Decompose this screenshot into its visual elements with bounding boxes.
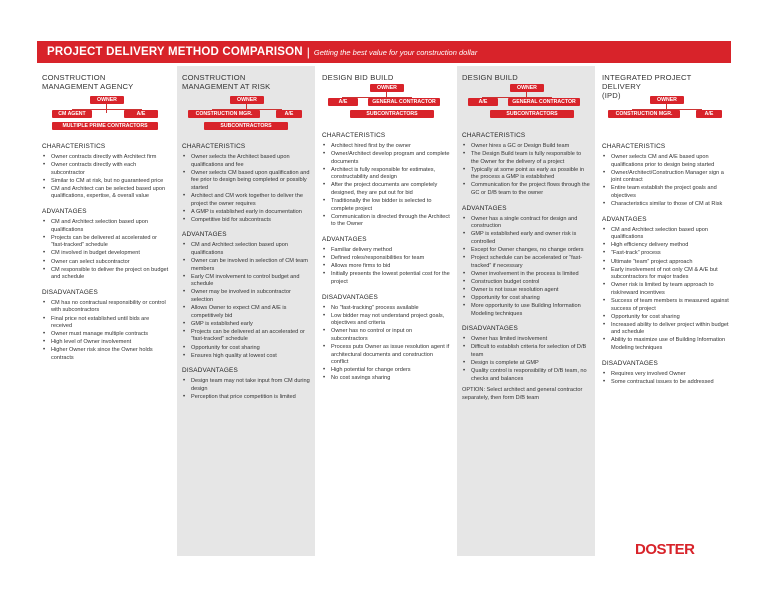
- advantages-heading: ADVANTAGES: [462, 204, 507, 212]
- list-item: • Owner hires a GC or Design Build team: [471, 143, 590, 151]
- list-item: • CM involved in budget development: [51, 250, 170, 258]
- list-item: • The Design Build team is fully responsible to the Owner for the delivery of a project: [471, 151, 590, 166]
- advantages-heading: ADVANTAGES: [182, 231, 227, 239]
- org-owner: OWNER: [650, 96, 684, 104]
- list-item: • Owner/Architect develop program and complete documents: [331, 151, 450, 166]
- list-item: • Defined roles/responsibilities for team: [331, 255, 450, 263]
- list-item: • “Fast-track” process: [611, 250, 730, 258]
- org-left: A/E: [328, 98, 358, 106]
- list-item: • CM has no contractual responsibility or control with subcontractors: [51, 300, 170, 315]
- list-item: • Owner has limited involvement: [471, 336, 590, 344]
- disadvantages-heading: DISADVANTAGES: [462, 325, 518, 333]
- list-item: • Ensures high quality at lowest cost: [191, 353, 310, 361]
- org-left: CM AGENT: [52, 110, 92, 118]
- list-item: • High potential for change orders: [331, 367, 450, 375]
- list-item: • Final price not established until bids are received: [51, 316, 170, 331]
- org-owner: OWNER: [510, 84, 544, 92]
- list-item: • Characteristics similar to those of CM at Risk: [611, 201, 730, 209]
- column-cm-agency: [37, 66, 175, 556]
- list-item: • Except for Owner changes, no change orders: [471, 247, 590, 255]
- list-item: • Owner can be involved in selection of CM team members: [191, 258, 310, 273]
- list-item: • Traditionally the low bidder is selected to complete project: [331, 198, 450, 213]
- org-left: CONSTRUCTION MGR.: [608, 110, 680, 118]
- list-item: • Owner contracts directly with Architect firm: [51, 154, 170, 162]
- list-item: • Owner selects CM based upon qualification and fee prior to design being completed or possibly started: [191, 170, 310, 193]
- column-title: CONSTRUCTION MANAGEMENT AT RISK: [182, 73, 271, 91]
- list-item: • Project schedule can be accelerated or “fast-tracked” if necessary: [471, 255, 590, 270]
- doster-logo: DOSTER: [635, 541, 695, 558]
- org-bottom: SUBCONTRACTORS: [350, 110, 434, 118]
- column-title: DESIGN BID BUILD: [322, 73, 394, 82]
- disadvantages-list: [42, 300, 170, 363]
- characteristics-heading: CHARACTERISTICS: [182, 143, 246, 150]
- column-design-build: [457, 66, 595, 556]
- list-item: • Familiar delivery method: [331, 247, 450, 255]
- list-item: • GMP is established early: [191, 321, 310, 329]
- org-right: GENERAL CONTRACTOR: [508, 98, 580, 106]
- disadvantages-heading: DISADVANTAGES: [182, 367, 238, 375]
- characteristics-heading: CHARACTERISTICS: [462, 132, 526, 139]
- column-ipd: [597, 66, 735, 556]
- list-item: • Owner contracts directly with each subcontractor: [51, 162, 170, 177]
- list-item: • Entire team establish the project goals and objectives: [611, 185, 730, 200]
- characteristics-heading: CHARACTERISTICS: [602, 143, 666, 150]
- disadvantages-heading: DISADVANTAGES: [602, 359, 658, 367]
- org-bottom: SUBCONTRACTORS: [490, 110, 574, 118]
- org-chart: [42, 96, 170, 136]
- list-item: • Increased ability to deliver project within budget and schedule: [611, 322, 730, 337]
- list-item: • CM and Architect selection based upon qualifications: [51, 219, 170, 234]
- list-item: • Owner involvement in the process is limited: [471, 271, 590, 279]
- list-item: • CM and Architect selection based upon qualifications: [611, 227, 730, 242]
- list-item: • A GMP is established early in documentation: [191, 209, 310, 217]
- characteristics-list: [182, 154, 310, 224]
- list-item: • Difficult to establish criteria for selection of D/B team: [471, 344, 590, 359]
- characteristics-heading: CHARACTERISTICS: [322, 132, 386, 139]
- org-left: A/E: [468, 98, 498, 106]
- list-item: • CM and Architect can be selected based upon qualifications, expertise, & overall value: [51, 186, 170, 201]
- list-item: • Allows more firms to bid: [331, 263, 450, 271]
- list-item: • Opportunity for cost sharing: [471, 295, 590, 303]
- org-chart: [602, 96, 730, 136]
- advantages-list: [462, 216, 590, 319]
- list-item: • More opportunity to use Building Information Modeling techniques: [471, 303, 590, 318]
- list-item: • Initially presents the lowest potential cost for the project: [331, 271, 450, 286]
- list-item: • Design is complete at GMP: [471, 360, 590, 368]
- characteristics-list: [462, 143, 590, 198]
- list-item: • Early CM involvement to control budget and schedule: [191, 274, 310, 289]
- column-design-bid-build: [317, 66, 455, 556]
- list-item: • Owner can select subcontractor: [51, 259, 170, 267]
- advantages-heading: ADVANTAGES: [322, 236, 367, 244]
- list-item: • Architect is fully responsible for estimates, constructability and design: [331, 167, 450, 182]
- disadvantages-heading: DISADVANTAGES: [322, 293, 378, 301]
- advantages-list: [182, 242, 310, 360]
- org-right: GENERAL CONTRACTOR: [368, 98, 440, 106]
- list-item: • Owner risk is limited by team approach to risk/reward incentives: [611, 282, 730, 297]
- org-right: A/E: [124, 110, 158, 118]
- org-bottom: MULTIPLE PRIME CONTRACTORS: [52, 122, 158, 130]
- disadvantages-heading: DISADVANTAGES: [42, 288, 98, 296]
- list-item: • Ability to maximize use of Building Information Modeling techniques: [611, 337, 730, 352]
- disadvantages-list: [462, 336, 590, 383]
- disadvantages-list: [182, 378, 310, 401]
- list-item: • Owner/Architect/Construction Manager sign a joint contract: [611, 170, 730, 185]
- list-item: • After the project documents are completely designed, they are put out for bid: [331, 182, 450, 197]
- characteristics-list: [322, 143, 450, 229]
- list-item: • Architect and CM work together to deliver the project the owner requires: [191, 193, 310, 208]
- list-item: • Owner selects the Architect based upon qualifications and fee: [191, 154, 310, 169]
- list-item: • Typically at some point as early as possible in the process a GMP is established: [471, 167, 590, 182]
- advantages-heading: ADVANTAGES: [602, 215, 647, 223]
- characteristics-heading: CHARACTERISTICS: [42, 143, 106, 150]
- column-title: INTEGRATED PROJECT DELIVERY (IPD): [602, 73, 692, 100]
- org-bottom: SUBCONTRACTORS: [204, 122, 288, 130]
- list-item: • CM responsible to deliver the project on budget and schedule: [51, 267, 170, 282]
- list-item: • Process puts Owner as issue resolution agent if architectural documents and construction conflict: [331, 344, 450, 367]
- list-item: • Opportunity for cost sharing: [611, 314, 730, 322]
- list-item: • Design team may not take input from CM during design: [191, 378, 310, 393]
- list-item: • Allows Owner to expect CM and A/E is competitively bid: [191, 305, 310, 320]
- list-item: • Higher Owner risk since the Owner holds contracts: [51, 347, 170, 362]
- list-item: • Competitive bid for subcontracts: [191, 217, 310, 225]
- list-item: • Early involvement of not only CM & A/E but subcontractors for major trades: [611, 267, 730, 282]
- list-item: • Owner has a single contract for design and construction: [471, 216, 590, 231]
- list-item: • Quality control is responsibility of D/B team, no checks and balances: [471, 368, 590, 383]
- disadvantages-list: [602, 371, 730, 387]
- list-item: • CM and Architect selection based upon qualifications: [191, 242, 310, 257]
- list-item: • Architect hired first by the owner: [331, 143, 450, 151]
- advantages-list: [42, 219, 170, 282]
- advantages-heading: ADVANTAGES: [42, 208, 87, 216]
- list-item: • Owner has no control or input on subcontractors: [331, 328, 450, 343]
- list-item: • High level of Owner involvement: [51, 339, 170, 347]
- option-note: OPTION: Select architect and general contractor separately, then form D/B team: [462, 387, 583, 402]
- list-item: • Owner selects CM and A/E based upon qualifications prior to design being started: [611, 154, 730, 169]
- list-item: • GMP is established early and owner risk is controlled: [471, 231, 590, 246]
- list-item: • No cost savings sharing: [331, 375, 450, 383]
- characteristics-list: [42, 154, 170, 201]
- disadvantages-list: [322, 305, 450, 383]
- list-item: • Communication for the project flows through the GC or D/B team to the owner: [471, 182, 590, 197]
- list-item: • Perception that price competition is limited: [191, 394, 310, 402]
- column-title: DESIGN BUILD: [462, 73, 518, 82]
- list-item: • Low bidder may not understand project goals, objectives and criteria: [331, 313, 450, 328]
- list-item: • Success of team members is measured against success of project: [611, 298, 730, 313]
- org-chart: [322, 85, 450, 136]
- list-item: • Projects can be delivered at an accelerated or “fast-tracked” schedule: [191, 329, 310, 344]
- list-item: • Some contractual issues to be addressed: [611, 379, 730, 387]
- list-item: • Ultimate “team” project approach: [611, 259, 730, 267]
- list-item: • Requires very involved Owner: [611, 371, 730, 379]
- list-item: • Projects can be delivered at accelerated or “fast-tracked” schedule: [51, 235, 170, 250]
- org-right: A/E: [696, 110, 722, 118]
- characteristics-list: [602, 154, 730, 209]
- list-item: • No “fast-tracking” process available: [331, 305, 450, 313]
- page-subtitle: Getting the best value for your construction dollar: [313, 47, 478, 57]
- org-owner: OWNER: [90, 96, 124, 104]
- org-owner: OWNER: [230, 96, 264, 104]
- org-left: CONSTRUCTION MGR.: [188, 110, 260, 118]
- title-separator: |: [306, 45, 310, 59]
- column-cm-at-risk: [177, 66, 315, 556]
- list-item: • Construction budget control: [471, 279, 590, 287]
- org-chart: [462, 85, 590, 136]
- org-right: A/E: [276, 110, 302, 118]
- column-title: CONSTRUCTION MANAGEMENT AGENCY: [42, 73, 134, 91]
- list-item: • Opportunity for cost sharing: [191, 345, 310, 353]
- list-item: • High efficiency delivery method: [611, 242, 730, 250]
- page-title: PROJECT DELIVERY METHOD COMPARISON: [47, 46, 303, 58]
- title-bar: [37, 41, 731, 63]
- list-item: • Communication is directed through the Architect to the Owner: [331, 214, 450, 229]
- list-item: • Owner is not issue resolution agent: [471, 287, 590, 295]
- list-item: • Similar to CM at risk, but no guaranteed price: [51, 178, 170, 186]
- advantages-list: [322, 247, 450, 286]
- list-item: • Owner must manage multiple contracts: [51, 331, 170, 339]
- org-owner: OWNER: [370, 84, 404, 92]
- list-item: • Owner may be involved in subcontractor selection: [191, 289, 310, 304]
- org-chart: [182, 96, 310, 136]
- advantages-list: [602, 227, 730, 353]
